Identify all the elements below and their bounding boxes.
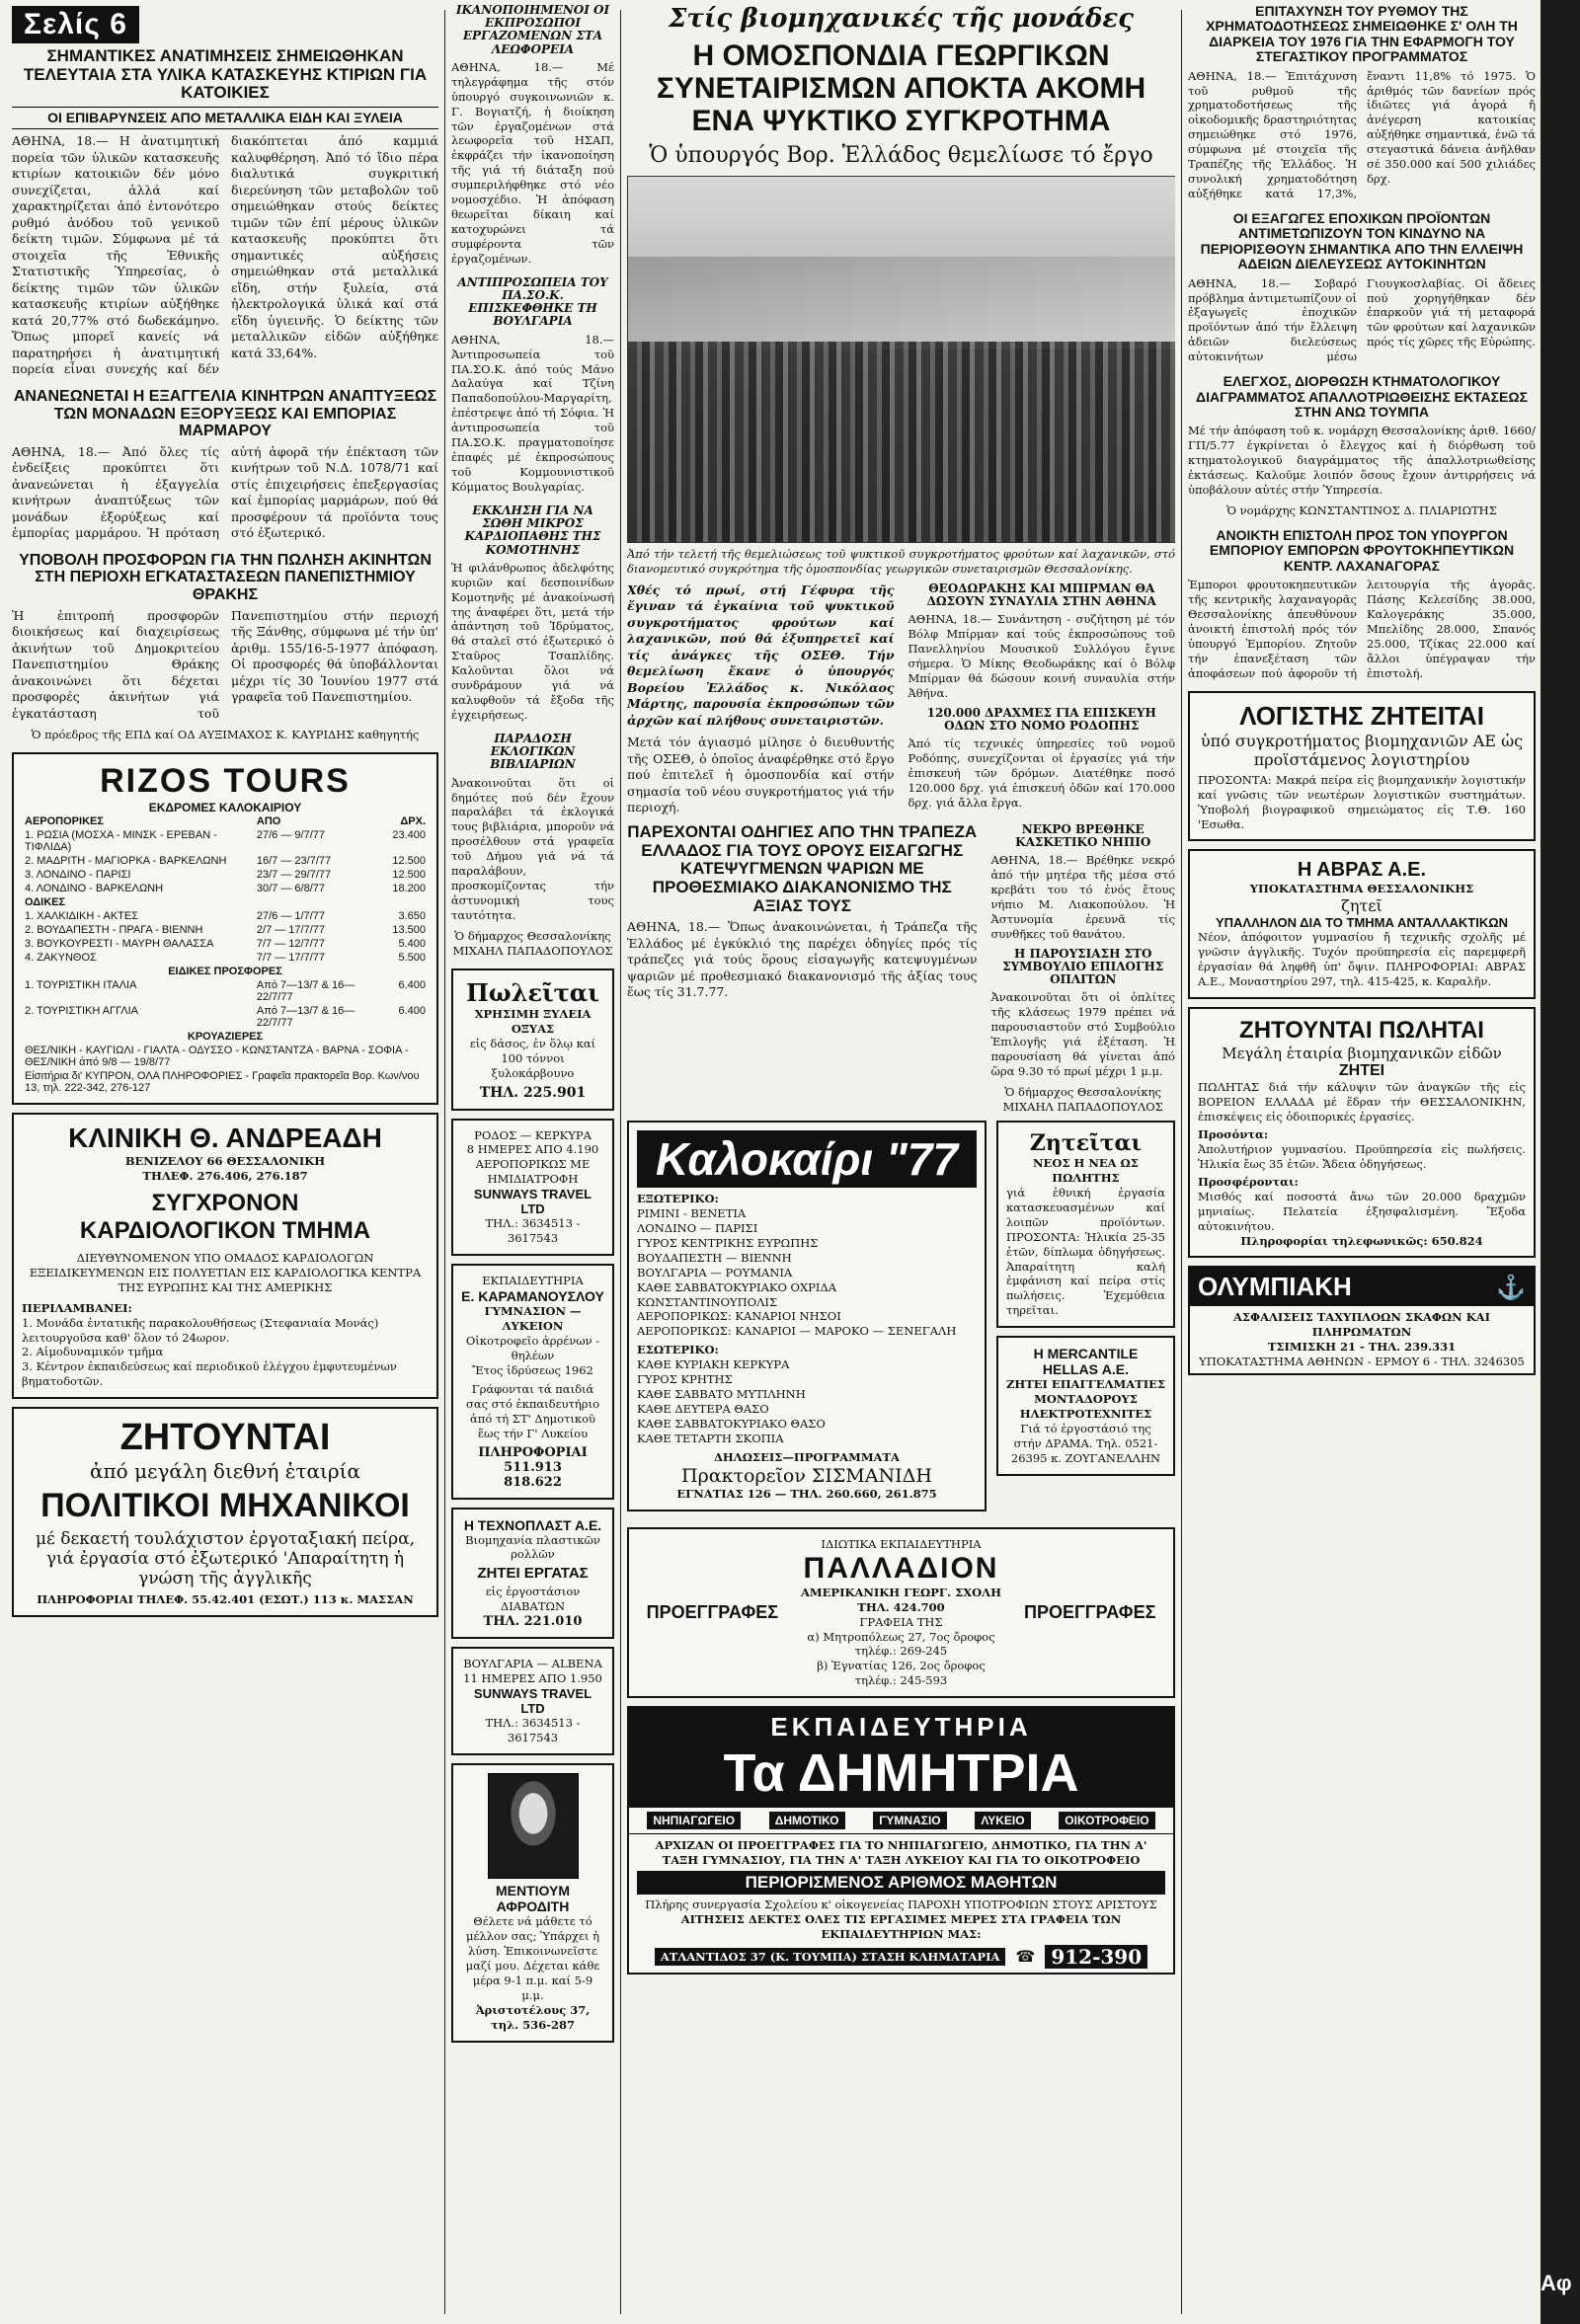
- destination-item: ΓΥΡΟΣ ΚΡΗΤΗΣ: [637, 1372, 733, 1387]
- ad-line: ΡΟΔΟΣ — ΚΕΡΚΥΡΑ: [474, 1127, 592, 1142]
- wanted-by: ἀπό μεγάλη διεθνή ἑταιρία: [90, 1459, 360, 1484]
- ad-title: Ζητεῖται: [1029, 1129, 1143, 1156]
- ship-icon: ⚓: [1496, 1273, 1526, 1301]
- signature: Ὁ πρόεδρος τῆς ΕΠΔ καί ΟΔ ΑΥΞΙΜΑΧΟΣ Κ. ΚΑΥΡΙΔΗΣ καθηγητής: [31, 728, 420, 742]
- section-label: ΕΞΩΤΕΡΙΚΟ:: [637, 1191, 719, 1205]
- ad-address: ΕΓΝΑΤΙΑΣ 126 — ΤΗΛ. 260.660, 261.875: [676, 1486, 937, 1501]
- column-3: [627, 0, 1175, 2324]
- ad-salesmen: [1188, 1007, 1536, 1258]
- ad-name: Η ΤΕΧΝΟΠΛΑΣΤ Α.Ε.: [463, 1516, 602, 1533]
- ad-name: ΜΕΝΤΙΟΥΜ ΑΦΡΟΔΙΤΗ: [495, 1883, 571, 1914]
- article-seasonal-exports: [1188, 211, 1536, 364]
- headline: ΑΝΤΙΠΡΟΣΩΠΕΙΑ ΤΟΥ ΠΑ.ΣΟ.Κ. ΕΠΙΣΚΕΦΘΗΚΕ ΤΗ ΒΟΥΛΓΑΡΙΑ: [457, 274, 608, 329]
- ad-name: ΟΛΥΜΠΙΑΚΗ: [1198, 1272, 1352, 1302]
- tour-row: [22, 1004, 429, 1030]
- section-air: ΑΕΡΟΠΟΡΙΚΕΣ: [25, 814, 104, 827]
- tour-row: [22, 828, 429, 854]
- level-tab: ΛΥΚΕΙΟ: [975, 1812, 1030, 1829]
- wanted-info: ΠΛΗΡΟΦΟΡΙΑΙ ΤΗΛΕΦ. 55.42.401 (ΕΣΩΤ.) 113 κ. ΜΑΣΣΑΝ: [37, 1592, 414, 1607]
- tour-name: 2. ΒΟΥΔΑΠΕΣΤΗ - ΠΡΑΓΑ - ΒΙΕΝΝΗ: [25, 923, 203, 936]
- ad-sunways-rhodes: [451, 1119, 614, 1257]
- tour-row: [22, 868, 429, 882]
- tour-name: 2. ΜΑΔΡΙΤΗ - ΜΑΓΙΟΡΚΑ - ΒΑΡΚΕΛΩΝΗ: [25, 854, 227, 867]
- headline: ΟΙ ΕΞΑΓΩΓΕΣ ΕΠΟΧΙΚΩΝ ΠΡΟΪΟΝΤΩΝ ΑΝΤΙΜΕΤΩΠΙΖΟΥΝ ΤΟΝ ΚΙΝΔΥΝΟ ΝΑ ΠΕΡΙΟΡΙΣΘΟΥΝ ΣΗΜΑΝΤΙΚΑ ΑΠΟ ΤΗΝ ΕΛΛΕΙΨΗ ΑΔΕΙΩΝ ΔΙΕΛΕΥΣΕΩΣ ΑΥΤΟΚΙΝΗΤΩΝ: [1200, 210, 1524, 272]
- ad-name: Ε. ΚΑΡΑΜΑΝΟΥΣΛΟΥ: [461, 1288, 604, 1305]
- tour-date: 23/7 — 29/7/77: [256, 868, 332, 881]
- column-1: [12, 0, 438, 2324]
- destination-list: [637, 1357, 977, 1446]
- tour-date: 2/7 — 17/7/77: [256, 923, 325, 936]
- destination-item: ΚΩΝΣΤΑΝΤΙΝΟΥΠΟΛΙΣ: [637, 1294, 778, 1309]
- headline: ΠΑΡΕΧΟΝΤΑΙ ΟΔΗΓΙΕΣ ΑΠΟ ΤΗΝ ΤΡΑΠΕΖΑ ΕΛΛΑΔΟΣ ΓΙΑ ΤΟΥΣ ΟΡΟΥΣ ΕΙΣΑΓΩΓΗΣ ΚΑΤΕΨΥΓΜΕΝΩΝ ΨΑΡΙΩΝ ΜΕ ΠΡΟΘΕΣΜΙΑΚΟ ΔΙΑΚΑΝΟΝΙΣΜΟ ΤΗΣ ΑΞΙΑΣ ΤΟΥΣ: [627, 821, 978, 915]
- ad-line: ΖΗΤΕΙ: [1338, 1062, 1385, 1080]
- col-price: ΔΡΧ.: [400, 814, 426, 827]
- dimitria-body: [629, 1834, 1173, 1973]
- clinic-address: ΒΕΝΙΖΕΛΟΥ 66 ΘΕΣΣΑΛΟΝΙΚΗ: [124, 1153, 326, 1168]
- ad-accountant: [1188, 691, 1536, 842]
- article-appeal: [451, 504, 614, 723]
- ad-role: ΥΠΑΛΛΗΛΟΝ ΔΙΑ ΤΟ ΤΜΗΜΑ ΑΝΤΑΛΛΑΚΤΙΚΩΝ: [1215, 915, 1509, 931]
- headline: ΠΑΡΑΔΟΣΗ ΕΚΛΟΓΙΚΩΝ ΒΙΒΛΙΑΡΙΩΝ: [490, 732, 576, 772]
- ad-name: Η ΑΒΡΑΣ Α.Ε.: [1297, 859, 1427, 882]
- ad-address: β) Ἐγνατίας 126, 2ος ὄροφος τηλέφ.: 245-593: [817, 1659, 986, 1688]
- ad-body: γιά ἐθνική ἐργασία κατασκευασμένων καί λοιπῶν προϊόντων. ΠΡΟΣΟΝΤΑ: Ἡλικία 25-35 ἐτῶν, δίπλωμα ὁδηγήσεως. Ἀπαραίτητη καλή ἐμφάνιση καί πείρα στίς πωλήσεις. Ἐχεμύθεια τηρεῖται.: [1005, 1185, 1165, 1318]
- lead-paragraph: Χθές τό πρωί, στή Γέφυρα τῆς ἔγιναν τά ἐγκαίνια τοῦ ψυκτικοῦ συγκροτήματος φρούτων καί λαχανικῶν, πού θά ἐξυπηρετεῖ καί τίς ἀνάγκες τῆς ΟΣΕΘ. Τήν θεμελίωση ἔκανε ὁ ὑπουργός Βορείου Ἑλλάδος κ. Νικόλαος Μάρτης, παρουσία ἐκπροσώπων τῶν ἀρχῶν καί πλήθους συνεταιριστῶν.: [627, 581, 895, 728]
- ad-technoplast: [451, 1508, 614, 1640]
- tour-name: 1. ΡΩΣΙΑ (ΜΟΣΧΑ - ΜΙΝΣΚ - ΕΡΕΒΑΝ - ΤΙΦΛΙΔΑ): [25, 828, 217, 853]
- tour-name: 2. ΤΟΥΡΙΣΤΙΚΗ ΑΓΓΛΙΑ: [25, 1004, 138, 1017]
- level-tab: ΔΗΜΟΤΙΚΟ: [769, 1812, 845, 1829]
- destination-item: ΛΟΝΔΙΝΟ — ΠΑΡΙΣΙ: [637, 1220, 758, 1235]
- ad-line: ΙΔΙΩΤΙΚΑ ΕΚΠΑΙΔΕΥΤΗΡΙΑ: [821, 1536, 982, 1551]
- palladion-center: [796, 1537, 1007, 1689]
- ad-palladion: [627, 1527, 1175, 1699]
- column-divider: [444, 10, 445, 2314]
- ad-line: ΤΣΙΜΙΣΚΗ 21 - ΤΗΛ. 239.331: [1267, 1340, 1457, 1355]
- tour-price: 6.400: [398, 1004, 426, 1017]
- section-label: ΕΣΩΤΕΡΙΚΟ:: [637, 1343, 719, 1357]
- article-body: ΑΘΗΝΑ, 18.— Ἐπιτάχυνση τοῦ ρυθμοῦ τῆς χρηματοδοτήσεως τῆς οἰκοδομικῆς δραστηριότητας σημειώθηκε στό 1976, σύμφωνα μέ στοιχεῖα τῆς Τραπέζης τῆς Ἑλλάδος. Ἡ συνολική χρηματοδότηση αὐξήθηκε κατά 17,3%, ἔναντι 11,8% τό 1975. Ὁ ἀριθμός τῶν δανείων πρός ἰδιῶτες γιά ἀγορά ἤ ἀνέγερση κατοικίας αὐξήθηκε σημαντικά, ἐνῶ τά στεγαστικά δάνεια ἀνῆλθαν σέ 350.000 καί 500 χιλιάδες δρχ.: [1188, 68, 1536, 201]
- section-special: ΕΙΔΙΚΕΣ ΠΡΟΣΦΟΡΕΣ: [168, 965, 282, 977]
- ad-name: ΠΑΛΛΑΔΙΟΝ: [803, 1551, 999, 1585]
- headline: ΝΕΚΡΟ ΒΡΕΘΗΚΕ ΚΑΣΚΕΤΙΚΟ ΝΗΠΙΟ: [1015, 821, 1151, 850]
- column-divider: [620, 10, 621, 2314]
- tour-table: [22, 814, 429, 1095]
- preregistration-right: ΠΡΟΕΓΓΡΑΦΕΣ: [1023, 1602, 1156, 1623]
- article-body: Ἡ ἐπιτροπή προσφορῶν διοικήσεως καί διαχειρίσεως ἀκινήτων τοῦ Δημοκριτείου Πανεπιστημίου Θράκης ἀνακοινώνει ὅτι δέχεται προσφορές ἀκινήτων γιά ἐγκατάσταση τοῦ Πανεπιστημίου στήν περιοχή τῆς Ξάνθης, σύμφωνα μέ τήν ὑπ' ἀριθμ. 155/16-5-1977 ἀπόφαση. Οἱ προσφορές θά ὑποβάλλονται μέχρι τίς 30 Ἰουνίου 1977 στά γραφεῖα τοῦ Πανεπιστημίου.: [12, 607, 438, 721]
- ad-line: ΧΡΗΣΙΜΗ ΞΥΛΕΙΑ ΟΞΥΑΣ: [474, 1006, 592, 1036]
- ad-line: ΓΥΜΝΑΣΙΟΝ — ΛΥΚΕΙΟΝ: [484, 1304, 582, 1333]
- tour-price: 13.500: [392, 923, 426, 936]
- destination-item: ΑΕΡΟΠΟΡΙΚΩΣ: ΚΑΝΑΡΙΟΙ ΝΗΣΟΙ: [637, 1309, 841, 1324]
- section-cruise: ΚΡΟΥΑΖΙΕΡΕΣ: [187, 1030, 264, 1043]
- ad-line: ΕΚΠΑΙΔΕΥΤΗΡΙΑ: [770, 1712, 1032, 1743]
- destination-item: ΚΑΘΕ ΤΕΤΑΡΤΗ ΣΚΟΠΙΑ: [637, 1431, 784, 1445]
- ad-phone: ΤΗΛ. 424.700: [857, 1599, 945, 1614]
- ad-phone: 818.622: [504, 1474, 562, 1490]
- page-edge: [1540, 0, 1580, 2324]
- column-4: [1188, 0, 1536, 2324]
- article-marble: [12, 388, 438, 542]
- destination-item: ΚΑΘΕ ΔΕΥΤΕΡΑ ΘΑΣΟ: [637, 1402, 769, 1417]
- headline: Η ΟΜΟΣΠΟΝΔΙΑ ΓΕΩΡΓΙΚΩΝ ΣΥΝΕΤΑΙΡΙΣΜΩΝ ΑΠΟΚΤΑ ΑΚΟΜΗ ΕΝΑ ΨΥΚΤΙΚΟ ΣΥΓΚΡΟΤΗΜΑ: [656, 39, 1146, 137]
- article-body: ΑΘΗΝΑ, 18.— Ἀπό ὅλες τίς ἐνδείξεις προκύπτει ὅτι ἀνανεώνεται ἡ ἐξαγγελία κινήτρων ἀναπτύξεως τῶν μονάδων ἐξορύξεως καί ἐμπορίας μαρμάρου. Ἡ πρόταση αὐτή ἀφορᾶ τήν ἐπέκταση τῶν κινήτρων τοῦ Ν.Δ. 1078/71 καί στίς ἐπιχειρήσεις ἐπεξεργασίας καί ἐμπορίας μαρμάρων, πού θά προσφέρουν τά προϊόντα τους στό ἐξωτερικό.: [12, 443, 438, 541]
- article-body: ΑΘΗΝΑ, 18.— Σοβαρό πρόβλημα ἀντιμετωπίζουν οἱ ἐξαγωγεῖς ἐποχικῶν προϊόντων ἀπό τήν ἔλλειψη ἀδειῶν διελεύσεως αὐτοκινήτων μέσω Γιουγκοσλαβίας. Οἱ ἄδειες πού χορηγήθηκαν δέν ἐπαρκοῦν γιά τή μεταφορά τῶν φρούτων καί λαχανικῶν πρός τίς χῶρες τῆς Εὐρώπης.: [1188, 275, 1536, 364]
- ad-title: Πωλεῖται: [466, 977, 599, 1007]
- rizos-info: Εἰσιτήρια δι' ΚΥΠΡΟΝ, ΟΛΑ ΠΛΗΡΟΦΟΡΙΕΣ - Γραφεῖα πρακτορεῖα Βορ. Κων/νου 13, τηλ. 222-342, 276-127: [25, 1069, 420, 1094]
- ad-line: Γιά τό ἐργοστάσιό της στήν ΔΡΑΜΑ. Τηλ. 0521-26395 κ. ΖΟΥΓΑΝΕΛΛΗΝ: [1010, 1422, 1161, 1465]
- headline: ΣΗΜΑΝΤΙΚΕΣ ΑΝΑΤΙΜΗΣΕΙΣ ΣΗΜΕΙΩΘΗΚΑΝ ΤΕΛΕΥΤΑΙΑ ΣΤΑ ΥΛΙΚΑ ΚΑΤΑΣΚΕΥΗΣ ΚΤΙΡΙΩΝ ΓΙΑ ΚΑΤΟΙΚΙΕΣ: [23, 46, 428, 103]
- tour-name: 4. ΛΟΝΔΙΝΟ - ΒΑΡΚΕΛΩΝΗ: [25, 882, 164, 894]
- ad-civil-engineers: [12, 1407, 438, 1617]
- ad-address: Ἀριστοτέλους 37, τηλ. 536-287: [475, 2002, 591, 2032]
- article-fish-import: [627, 819, 977, 1121]
- level-tab: ΓΥΜΝΑΣΙΟ: [873, 1812, 946, 1829]
- subheadline: ΟΙ ΕΠΙΒΑΡΥΝΣΕΙΣ ΑΠΟ ΜΕΤΑΛΛΙΚΑ ΕΙΔΗ ΚΑΙ ΞΥΛΕΙΑ: [12, 107, 438, 129]
- ad-body: ΠΩΛΗΤΑΣ διά τήν κάλυψιν τῶν ἀναγκῶν τῆς εἰς ΒΟΡΕΙΟΝ ΕΛΛΑΔΑ μέ ἕδραν τήν ΘΕΣΣΑΛΟΝΙΚΗΝ, ἐπισκέψεις εἰς ὁδοιπορικές ἐργασίες.: [1198, 1080, 1526, 1124]
- destination-item: ΚΑΘΕ ΣΑΒΒΑΤΟΚΥΡΙΑΚΟ ΟΧΡΙΔΑ: [637, 1279, 837, 1294]
- wanted-title: ΖΗΤΟΥΝΤΑΙ: [119, 1417, 331, 1459]
- ad-medium-afroditi: [451, 1763, 614, 2043]
- photo-crowd: [628, 342, 1175, 543]
- tour-name: 3. ΛΟΝΔΙΝΟ - ΠΑΡΙΣΙ: [25, 868, 131, 881]
- ad-phone: 912-390: [1045, 1945, 1147, 1969]
- article-building-materials: [12, 47, 438, 378]
- ad-phone: ΤΗΛ.: 3634513 - 3617543: [485, 1716, 581, 1745]
- destination-item: ΚΑΘΕ ΚΥΡΙΑΚΗ ΚΕΡΚΥΡΑ: [637, 1357, 790, 1372]
- photo-caption: Ἀπό τήν τελετή τῆς θεμελιώσεως τοῦ ψυκτικοῦ συγκροτήματος φρούτων καί λαχανικῶν, στό διανομευτικό συγκρότημα τῆς ὁμοσπονδίας γεωργικῶν συνεταιρισμῶν Θεσσαλονίκης.: [627, 547, 1175, 576]
- tour-row: [22, 854, 429, 868]
- tour-price: 6.400: [398, 978, 426, 991]
- ad-line: ΑΡΧΙΖΑΝ ΟΙ ΠΡΟΕΓΓΡΑΦΕΣ ΓΙΑ ΤΟ ΝΗΠΙΑΓΩΓΕΙΟ, ΔΗΜΟΤΙΚΟ, ΓΙΑ ΤΗΝ Α' ΤΑΞΗ ΓΥΜΝΑΣΙΟΥ, ΓΙΑ ΤΗΝ Α' ΤΑΞΗ ΛΥΚΕΙΟΥ ΚΑΙ ΓΙΑ ΤΟ ΟΙΚΟΤΡΟΦΕΙΟ: [655, 1838, 1147, 1868]
- tour-price: 3.650: [398, 909, 426, 922]
- ad-address: α) Μητροπόλεως 27, 7ος ὄροφος τηλέφ.: 269-245: [807, 1629, 995, 1659]
- ad-mercantile: [996, 1336, 1175, 1476]
- article-bus-workers: [451, 4, 614, 267]
- deck: Ὁ ὑπουργός Βορ. Ἑλλάδος θεμελίωσε τό ἔργο: [649, 143, 1153, 168]
- ad-subtitle: ΕΚΔΡΟΜΕΣ ΚΑΛΟΚΑΙΡΙΟΥ: [148, 800, 302, 814]
- ad-title: Καλοκαίρι "77: [637, 1130, 977, 1188]
- headline: 120.000 ΔΡΑΧΜΕΣ ΓΙΑ ΕΠΙΣΚΕΥΗ ΟΔΩΝ ΣΤΟ ΝΟΜΟ ΡΟΔΟΠΗΣ: [926, 705, 1156, 734]
- ad-line: Μεγάλη ἑταιρία βιομηχανικῶν εἰδῶν: [1222, 1045, 1502, 1063]
- article-cadastral: [1188, 374, 1536, 518]
- ad-line: Πλήρης συνεργασία Σχολείου κ' οἰκογενείας ΠΑΡΟΧΗ ΥΠΟΤΡΟΦΙΩΝ ΣΤΟΥΣ ΑΡΙΣΤΟΥΣ: [645, 1898, 1157, 1912]
- ad-line: 11 ΗΜΕΡΕΣ ΑΠΟ 1.950: [463, 1671, 602, 1686]
- ad-line: ΥΠΟΚΑΤΑΣΤΗΜΑ ΑΘΗΝΩΝ - ΕΡΜΟΥ 6 - ΤΗΛ. 3246305: [1199, 1355, 1525, 1369]
- level-tab: ΝΗΠΙΑΓΩΓΕΙΟ: [647, 1812, 741, 1829]
- tour-name: 1. ΤΟΥΡΙΣΤΙΚΗ ΙΤΑΛΙΑ: [25, 978, 137, 991]
- article-body: Ἀνακοινοῦται ὅτι οἱ δημότες πού δέν ἔχουν παραλάβει τά ἐκλογικά τους βιβλιάρια, μποροῦν νά προσέλθουν στά γραφεῖα τοῦ Δήμου γιά νά τά παραλάβουν, προσκομίζοντας τήν ἀστυνομική τους ταυτότητα.: [451, 775, 614, 922]
- tour-price: 12.500: [392, 854, 426, 867]
- ad-line: εἰς ἐργοστάσιον ΔΙΑΒΑΤΩΝ: [485, 1585, 581, 1614]
- ad-line: ΑΙΤΗΣΕΙΣ ΔΕΚΤΕΣ ΟΛΕΣ ΤΙΣ ΕΡΓΑΣΙΜΕΣ ΜΕΡΕΣ ΣΤΑ ΓΡΑΦΕΙΑ ΤΩΝ ΕΚΠΑΙΔΕΥΤΗΡΙΩΝ ΜΑΣ:: [680, 1912, 1122, 1942]
- headline: ΑΝΟΙΚΤΗ ΕΠΙΣΤΟΛΗ ΠΡΟΣ ΤΟΝ ΥΠΟΥΡΓΟΝ ΕΜΠΟΡΙΟΥ ΕΜΠΟΡΩΝ ΦΡΟΥΤΟΚΗΠΕΥΤΙΚΩΝ ΚΕΝΤΡ. ΛΑΧΑΝΑΓΟΡΑΣ: [1209, 526, 1515, 574]
- tour-row: [22, 978, 429, 1004]
- clinic-modern: ΣΥΓΧΡΟΝΟΝ: [151, 1189, 299, 1216]
- ad-body: Θέλετε νά μάθετε τό μέλλον σας; Ὑπάρχει ἡ λύση. Ἐπικοινωνεῖστε μαζί μου. Δέχεται κάθε μέρα 9-1 π.μ. καί 5-9 μ.μ.: [465, 1914, 600, 2002]
- destination-item: ΒΟΥΛΓΑΡΙΑ — ΡΟΥΜΑΝΙΑ: [637, 1265, 793, 1279]
- headline: ΕΚΚΛΗΣΗ ΓΙΑ ΝΑ ΣΩΘΗ ΜΙΚΡΟΣ ΚΑΡΔΙΟΠΑΘΗΣ ΤΗΣ ΚΟΜΟΤΗΝΗΣ: [464, 503, 601, 557]
- ad-clinic: [12, 1113, 438, 1399]
- olympiaki-body: [1190, 1306, 1534, 1373]
- ad-kalokairi-77: [627, 1121, 987, 1511]
- ad-rizos-tours: [12, 752, 438, 1105]
- clinic-item: 1. Μονάδα ἐντατικῆς παρακολουθήσεως (Στεφανιαία Μονάς) λειτουργοῦσα καθ' ὅλον τό 24ωρον.: [22, 1315, 379, 1345]
- photo-hillside: [628, 257, 1175, 349]
- ad-subtitle: ΝΕΟΣ Η ΝΕΑ ΩΣ ΠΩΛΗΤΗΣ: [1033, 1155, 1139, 1185]
- signature: Ὁ νομάρχης ΚΩΝΣΤΑΝΤΙΝΟΣ Δ. ΠΛΙΑΡΙΩΤΗΣ: [1226, 504, 1497, 518]
- tour-price: 5.400: [398, 937, 426, 950]
- ad-line: Γράφονται τά παιδιά σας στό ἐκπαιδευτήριο ἀπό τή ΣΤ' Δημοτικοῦ ἕως τήν Γ' Λυκείου: [465, 1381, 599, 1440]
- article-pasok-bulgaria: [451, 276, 614, 495]
- destination-item: ΚΑΘΕ ΣΑΒΒΑΤΟΚΥΡΙΑΚΟ ΘΑΣΟ: [637, 1417, 826, 1432]
- ad-line: ΓΡΑΦΕΙΑ ΤΗΣ: [859, 1614, 943, 1629]
- article-open-letter: [1188, 528, 1536, 681]
- ad-line: ΥΠΟΚΑΤΑΣΤΗΜΑ ΘΕΣΣΑΛΟΝΙΚΗΣ: [1249, 882, 1474, 896]
- ad-line: Βιομηχανία πλαστικῶν ρολλῶν: [465, 1532, 600, 1562]
- ad-line: ΖΗΤΕΙ ΕΠΑΓΓΕΛΜΑΤΙΕΣ ΜΟΝΤΑΔΟΡΟΥΣ ΗΛΕΚΤΡΟΤΕΧΝΙΤΕΣ: [1005, 1377, 1165, 1422]
- ad-phone: ΤΗΛ. 221.010: [483, 1614, 583, 1630]
- olympiaki-banner: [1190, 1268, 1534, 1306]
- clinic-body: ΔΙΕΥΘΥΝΟΜΕΝΟΝ ΥΠΟ ΟΜΑΔΟΣ ΚΑΡΔΙΟΛΟΓΩΝ ΕΞΕΙΔΙΚΕΥΜΕΝΩΝ ΕΙΣ ΠΟΛΥΕΤΙΑΝ ΕΙΣ ΚΑΡΔΙΟΛΟΓΙΚΑ ΚΕΝΤΡΑ ΤΗΣ ΕΥΡΩΠΗΣ ΚΑΙ ΤΗΣ ΑΜΕΡΙΚΗΣ: [29, 1250, 422, 1294]
- ad-karamanouslou: [451, 1264, 614, 1499]
- ad-phone: ΤΗΛ. 225.901: [479, 1084, 587, 1101]
- clinic-dept: ΚΑΡΔΙΟΛΟΓΙΚΟΝ ΤΜΗΜΑ: [79, 1216, 371, 1244]
- page-label: [12, 6, 438, 43]
- ad-title: ΖΗΤΟΥΝΤΑΙ ΠΩΛΗΤΑΙ: [1239, 1017, 1484, 1045]
- headline: ΕΛΕΓΧΟΣ, ΔΙΟΡΘΩΣΗ ΚΤΗΜΑΤΟΛΟΓΙΚΟΥ ΔΙΑΓΡΑΜΜΑΤΟΣ ΑΠΑΛΛΟΤΡΙΩΘΕΙΣΗΣ ΕΚΤΑΣΕΩΣ ΣΤΗΝ ΑΝΩ ΤΟΥΜΠΑ: [1196, 373, 1528, 420]
- ceremony-photo: [627, 176, 1175, 543]
- wanted-body: μέ δεκαετή τουλάχιστον ἐργοταξιακή πείρα, γιά ἐργασία στό ἐξωτερικό 'Απαραίτητη ἡ γνώση τῆς ἀγγλικῆς: [35, 1529, 416, 1589]
- kicker: Στίς βιομηχανικές τῆς μονάδες: [668, 4, 1135, 34]
- edge-text: Αφ: [1540, 2271, 1572, 2295]
- tour-date: 7/7 — 12/7/77: [256, 937, 325, 950]
- ad-body: Νέον, ἀπόφοιτον γυμνασίου ἤ τεχνικῆς σχολῆς μέ γνῶσιν ἀγγλικῆς. Τυχόν προϋπηρεσία εἰς παρεμφερῆ ἐργασίαν θά ληφθῆ ὑπ' ὄψιν. ΠΛΗΡΟΦΟΡΙΑΙ: ΑΒΡΑΣ Α.Ε., Μοναστηρίου 297, τηλ. 415-425, κ. Καραλῆν.: [1198, 930, 1526, 989]
- lead-text: [627, 582, 1175, 819]
- ad-sunways-albena: [451, 1647, 614, 1755]
- destination-item: ΚΑΘΕ ΣΑΒΒΑΤΟ ΜΥΤΙΛΗΝΗ: [637, 1387, 806, 1402]
- ad-row: [627, 1121, 1175, 1519]
- ad-line: ΑΣΦΑΛΙΣΕΙΣ ΤΑΧΥΠΛΟΩΝ ΣΚΑΦΩΝ ΚΑΙ ΠΛΗΡΩΜΑΤΩΝ: [1233, 1310, 1490, 1340]
- destination-item: ΡΙΜΙΝΙ - ΒΕΝΕΤΙΑ: [637, 1205, 747, 1220]
- ad-phone: ΤΗΛ.: 3634513 - 3617543: [485, 1216, 581, 1246]
- clinic-title: ΚΛΙΝΙΚΗ Θ. ΑΝΔΡΕΑΔΗ: [68, 1122, 382, 1153]
- article-body: Ἡ φιλάνθρωπος ἀδελφότης κυριῶν καί δεσποινίδων Κομοτηνῆς μέ ἀνακοίνωσή της ἀναφέρει ὅτι, μετά τήν ἀπάντηση τοῦ Ἱδρύματος, θά σταλεῖ στό ἐξωτερικό ὁ Σταῦρος Τσαπλίδης. Καλοῦνται ὅλοι νά συνδράμουν γιά νά καλυφθοῦν τά ἔξοδα τῆς ἐγχειρήσεως.: [451, 560, 614, 723]
- clinic-item: 2. Αἱμοδυναμικόν τμῆμα: [22, 1345, 164, 1359]
- article-body: Ἀνακοινοῦται ὅτι οἱ ὁπλίτες τῆς κλάσεως 1979 πρέπει νά παρουσιαστοῦν στό Συμβούλιο Ἐπιλογῆς γιά ἐξέταση. Ἡ παρουσίαση θά γίνεται ἀπό ὥρα 9.30 τό πρωί μέχρι 1 μ.μ.: [990, 990, 1175, 1079]
- signature: Ὁ δήμαρχος Θεσσαλονίκης ΜΙΧΑΗΛ ΠΑΠΑΔΟΠΟΥΛΟΣ: [452, 928, 613, 958]
- article-body: Ἐμποροι φρουτοκηπευτικῶν τῆς κεντρικῆς λαχαναγορᾶς Θεσσαλονίκης ἀπευθύνουν ἀνοικτή ἐπιστολή πρός τόν ὑπουργό Ἐμπορίου. Ζητοῦν τήν ἐπανεξέταση τῶν ἀποφάσεων πού ἀφοροῦν τή λειτουργία τῆς ἀγορᾶς. Πάσης Κελεσίδης 38.000, Καλογεράκης 35.000, Μπελίδης 28.000, Σπανός 25.000, Τζίκας 22.000 καί ἄλλοι ὑπέγραψαν τήν ἐπιστολή.: [1188, 578, 1536, 680]
- ad-line: ΕΚΠΑΙΔΕΥΤΗΡΙΑ: [482, 1274, 584, 1288]
- tour-date: 30/7 — 6/8/77: [256, 882, 325, 894]
- ad-wood-for-sale: [451, 968, 614, 1111]
- ad-line: Ἔτος ἱδρύσεως 1962: [472, 1362, 593, 1377]
- clinic-phone: ΤΗΛΕΦ. 276.406, 276.187: [142, 1168, 308, 1183]
- ad-line: ζητεῖ: [1341, 896, 1382, 916]
- ad-line: ΒΟΥΛΓΑΡΙΑ — ALBENA: [463, 1657, 602, 1671]
- tour-row: [22, 951, 429, 965]
- article-body: ΑΘΗΝΑ, 18.— Βρέθηκε νεκρό ἀπό τήν μητέρα τῆς μέσα στό κρεβάτι του τό ἑνός ἔτους νήπιο Μ. Λιακοπούλου. Ἡ Ἀστυνομία ἐρευνᾶ τίς συνθῆκες τοῦ θανάτου.: [990, 853, 1175, 941]
- ad-body: Ἀπολυτήριον γυμνασίου. Προϋπηρεσία εἰς πωλήσεις. Ἡλικία ἔως 35 ἐτῶν. Ἄδεια ὁδηγήσεως.: [1198, 1141, 1526, 1171]
- tour-name: 4. ΖΑΚΥΝΘΟΣ: [25, 951, 97, 964]
- ad-avras: [1188, 849, 1536, 999]
- level-tab: ΟΙΚΟΤΡΟΦΕΙΟ: [1059, 1812, 1154, 1829]
- dimitria-header: [629, 1708, 1173, 1808]
- tour-price: 18.200: [392, 882, 426, 894]
- article-thrace-university: [12, 552, 438, 742]
- col-from: ΑΠΟ: [256, 814, 281, 827]
- tour-date: 27/6 — 1/7/77: [256, 909, 325, 922]
- headline: ΙΚΑΝΟΠΟΙΗΜΕΝΟΙ ΟΙ ΕΚΠΡΟΣΩΠΟΙ ΕΡΓΑΖΟΜΕΝΩΝ ΣΤΑ ΛΕΩΦΟΡΕΙΑ: [455, 3, 610, 56]
- article-body: Ἀπό τίς τεχνικές ὑπηρεσίες τοῦ νομοῦ Ροδόπης, συνεχίζονται οἱ ἐργασίες γιά τήν ἐπισκευή τῶν δρόμων. Διατέθηκε ποσό 120.000 δρχ. γιά ἐπισκευή ὁδῶν καί 170.000 δρχ. γιά ἄλλα ἔργα.: [908, 736, 1175, 810]
- article-body: ΑΘΗΝΑ, 18.— Μέ τηλεγράφημα τῆς στόν ὑπουργό συγκοινωνιῶν κ. Γ. Βογιατζή, ἡ διοίκηση τῶν ἐργαζομένων στά λεωφορεῖα τοῦ ΗΣΑΠ, ἐκφράζει τήν ἱκανοποίηση τῆς γιά τή διάταξη πού συμπεριλήφθηκε στό νέο νομοσχέδιο. Ἡ ἀπόφαση θεωρεῖται δίκαιη καί κατοχυρώνει τά συμφέροντα τῶν ἐργαζομένων.: [451, 59, 614, 266]
- tour-date: Από 7—13/7 & 16—22/7/77: [256, 978, 356, 1003]
- destination-item: ΑΕΡΟΠΟΡΙΚΩΣ: ΚΑΝΑΡΙΟΙ — ΜΑΡΟΚΟ — ΣΕΝΕΓΑΛΗ: [637, 1324, 957, 1339]
- tour-row: [22, 937, 429, 951]
- ad-title: RIZOS TOURS: [100, 761, 351, 800]
- ad-phone: Πληροφορίαι τηλεφωνικῶς: 650.824: [1240, 1233, 1483, 1248]
- ad-stack: [996, 1121, 1175, 1519]
- headline: ΑΝΑΝΕΩΝΕΤΑΙ Η ΕΞΑΓΓΕΛΙΑ ΚΙΝΗΤΡΩΝ ΑΝΑΠΤΥΞΕΩΣ ΤΩΝ ΜΟΝΑΔΩΝ ΕΞΟΡΥΞΕΩΣ ΚΑΙ ΕΜΠΟΡΙΑΣ ΜΑΡΜΑΡΟΥ: [13, 387, 437, 440]
- article-voting-books: [451, 733, 614, 959]
- ad-line: ΠΕΡΙΟΡΙΣΜΕΝΟΣ ΑΡΙΘΜΟΣ ΜΑΘΗΤΩΝ: [637, 1871, 1165, 1895]
- tour-row: [22, 882, 429, 895]
- page-number-slug: Σελίς 6: [12, 6, 139, 43]
- clinic-includes: ΠΕΡΙΛΑΜΒΑΝΕΙ:: [22, 1300, 132, 1315]
- ad-line: Οἰκοτροφεῖο ἀρρένων - θηλέων: [465, 1333, 600, 1362]
- portrait-image: [488, 1773, 579, 1879]
- article-body: Μετά τόν ἁγιασμό μίλησε ὁ διευθυντής τῆς ΟΣΕΘ, ὁ ὁποῖος ἀναφέρθηκε στό ἔργο πού ἐπιτελεῖ ἡ ὁμοσπονδία καί στήν σημασία τοῦ νέου συγκροτήματος γιά τήν περιοχή.: [627, 735, 895, 815]
- tour-date: 27/6 — 9/7/77: [256, 828, 325, 841]
- ad-name: Τα ΔΗΜΗΤΡΙΑ: [723, 1743, 1079, 1804]
- ad-label: Προσόντα:: [1198, 1126, 1269, 1141]
- ad-line: εἰς δάσος, ἐν ὅλῳ καί 100 τόννοι ξυλοκάρβουνο: [469, 1036, 596, 1080]
- ad-address: ΑΤΛΑΝΤΙΔΟΣ 37 (Κ. ΤΟΥΜΠΑ) ΣΤΑΣΗ ΚΛΗΜΑΤΑΡΙΑ: [655, 1948, 1006, 1967]
- destination-list: [637, 1206, 977, 1339]
- lead-story: [627, 4, 1175, 819]
- tour-price: 5.500: [398, 951, 426, 964]
- headline: ΥΠΟΒΟΛΗ ΠΡΟΣΦΟΡΩΝ ΓΙΑ ΤΗΝ ΠΩΛΗΣΗ ΑΚΙΝΗΤΩΝ ΣΤΗ ΠΕΡΙΟΧΗ ΕΓΚΑΤΑΣΤΑΣΕΩΝ ΠΑΝΕΠΙΣΤΗΜΙΟΥ ΘΡΑΚΗΣ: [19, 551, 432, 603]
- wanted-role: ΠΟΛΙΤΙΚΟΙ ΜΗΧΑΝΙΚΟΙ: [40, 1487, 410, 1525]
- article-body: Μέ τήν ἀπόφαση τοῦ κ. νομάρχη Θεσσαλονίκης ἀριθ. 1660/ΓΠ/5.77 ἐγκρίνεται ὁ ἔλεγχος καί ἡ διόρθωση τοῦ κτηματολογικοῦ διαγράμματος τῆς ἀπαλλοτριωθείσης ἐκτάσεως. Καλοῦμε λοιπόν ὅσους ἔχουν ἀντιρρήσεις νά ὑποβάλουν αὐτές στήν Ὑπηρεσία.: [1188, 424, 1536, 498]
- tour-price: 12.500: [392, 868, 426, 881]
- ad-name: SUNWAYS TRAVEL LTD: [473, 1686, 592, 1717]
- column-2: [451, 0, 614, 2324]
- ad-name: SUNWAYS TRAVEL LTD: [473, 1187, 592, 1217]
- ad-name: Η MERCANTILE HELLAS Α.Ε.: [1033, 1346, 1139, 1378]
- article-body: ΑΘΗΝΑ, 18.— Ἀντιπροσωπεία τοῦ ΠΑ.ΣΟ.Κ. ἀπό τούς Μάνο Δαλαύγα καί Τζίνη Παπαδοπούλου-Μαργαρίτη, ἐπέστρεψε ἀπό τή Σόφια. Ἡ ἀντιπροσωπεία τοῦ ΠΑ.ΣΟ.Κ. πραγματοποίησε ἐπαφές μέ ἐκπροσώπους τοῦ Κομμουνιστικοῦ Κόμματος Βουλγαρίας.: [451, 332, 614, 494]
- section-road: ΟΔΙΚΕΣ: [25, 895, 66, 908]
- tour-name: 3. ΒΟΥΚΟΥΡΕΣΤΙ - ΜΑΥΡΗ ΘΑΛΑΣΣΑ: [25, 937, 214, 950]
- ad-title: ΛΟΓΙΣΤΗΣ ΖΗΤΕΙΤΑΙ: [1239, 700, 1484, 731]
- headline: Η ΠΑΡΟΥΣΙΑΣΗ ΣΤΟ ΣΥΜΒΟΥΛΙΟ ΕΠΙΛΟΓΗΣ ΟΠΛΙΤΩΝ: [1002, 946, 1164, 987]
- tour-date: 7/7 — 17/7/77: [256, 951, 325, 964]
- ad-line: ΖΗΤΕΙ ΕΡΓΑΤΑΣ: [477, 1565, 589, 1583]
- ad-agency: Πρακτορεῖον ΣΙΣΜΑΝΙΔΗ: [681, 1464, 932, 1487]
- preregistration-left: ΠΡΟΕΓΓΡΑΦΕΣ: [646, 1602, 779, 1623]
- ad-dimitria: [627, 1706, 1175, 1975]
- side-articles: [990, 819, 1175, 1121]
- ad-line: ὑπό συγκροτήματος βιομηχανιῶν ΑΕ ὡς προϊστάμενος λογιστηρίου: [1200, 731, 1524, 769]
- column-divider: [1181, 10, 1182, 2314]
- ad-phone: ΠΛΗΡΟΦΟΡΙΑΙ 511.913: [478, 1444, 588, 1475]
- ad-olympiaki: [1188, 1266, 1536, 1375]
- article-housing-finance: [1188, 4, 1536, 201]
- article-body: ΑΘΗΝΑ, 18.— Η ἀνατιμητική πορεία τῶν ὑλικῶν κατασκευῆς κτιρίων κατοικιῶν δέν μόνο συνεχίζεται, ἀλλά καί χαρακτηρίζεται ἀπό ἐντονότερο ρυθμό ἀνόδου τοῦ γενικοῦ δείκτη τιμῶν. Σύμφωνα μέ τά στοιχεῖα τῆς Ἐθνικῆς Στατιστικῆς Ὑπηρεσίας, ὁ δείκτης τιμῶν τῶν ὑλικῶν κατασκευῆς κτιρίων αὐξήθηκε κατά 20,77% στό δωδεκάμηνο. Ὅπως μπορεῖ κανείς νά παρατηρήσει ἡ ἀνατιμητική πορεία εἶναι συνεχής καί δέν διακόπτεται ἀπό καμμιά καλυφθέρηση. Ἀπό τό ἴδιο πέρα διαλυτικά συγκριτική διερεύνηση τῶν μεταβολῶν τοῦ σημειώθηκαν στούς δείκτες τιμῶν τῶν ἐπί μέρους ὑλικῶν κατασκευῆς προκύπτει ὅτι σημαντικές αὐξήσεις σημειώθηκαν στά μεταλλικά εἴδη, στήν ξυλεία, στά ἠλεκτρολογικά ὑλικά καί στά εἴδη ὑγιεινῆς. Ὁ δείκτης τῶν μεταλλικῶν εἰδῶν αὐξήθηκε κατά 33,64%.: [12, 133, 438, 377]
- ad-salesperson: [996, 1121, 1175, 1328]
- headline: ΘΕΟΔΩΡΑΚΗΣ ΚΑΙ ΜΠΙΡΜΑΝ ΘΑ ΔΩΣΟΥΝ ΣΥΝΑΥΛΙΑ ΣΤΗΝ ΑΘΗΝΑ: [926, 581, 1156, 609]
- ad-line: ΑΕΡΟΠΟΡΙΚΩΣ ΜΕ ΗΜΙΔΙΑΤΡΟΦΗ: [475, 1157, 591, 1187]
- signature: Ὁ δήμαρχος Θεσσαλονίκης ΜΙΧΑΗΛ ΠΑΠΑΔΟΠΟΥΛΟΣ: [1002, 1085, 1163, 1115]
- ad-line: ΔΗΛΩΣΕΙΣ—ΠΡΟΓΡΑΜΜΑΤΑ: [713, 1449, 900, 1464]
- tour-name: 1. ΧΑΛΚΙΔΙΚΗ - ΑΚΤΕΣ: [25, 909, 139, 922]
- headline: ΕΠΙΤΑΧΥΝΣΗ ΤΟΥ ΡΥΘΜΟΥ ΤΗΣ ΧΡΗΜΑΤΟΔΟΤΗΣΕΩΣ ΣΗΜΕΙΩΘΗΚΕ Σ' ΟΛΗ ΤΗ ΔΙΑΡΚΕΙΑ ΤΟΥ 1976 ΓΙΑ ΤΗΝ ΕΦΑΡΜΟΓΗ ΤΟΥ ΣΤΕΓΑΣΤΙΚΟΥ ΠΡΟΓΡΑΜΜΑΤΟΣ: [1206, 3, 1518, 65]
- article-body: ΑΘΗΝΑ, 18.— Συνάντηση - συζήτηση μέ τόν Βόλφ Μπίρμαν καί τούς ἐκπροσώπους τοῦ Πανελληνίου Μουσικοῦ Συλλόγου ἔγινε σήμερα. Ὁ Μίκης Θεοδωράκης καί ὁ Βόλφ Μπίρμαν θά δώσουν κοινή συναυλία στήν Ἀθήνα.: [908, 612, 1175, 700]
- ad-label: Προσφέρονται:: [1198, 1174, 1299, 1189]
- level-tabs: [629, 1808, 1173, 1834]
- tour-row: [22, 909, 429, 923]
- ad-line: 8 ΗΜΕΡΕΣ ΑΠΟ 4.190: [466, 1142, 599, 1157]
- ad-body: Μισθός καί ποσοστά ἄνω τῶν 20.000 δραχμῶν μηνιαίως. Πελατεία ἐξησφαλισμένη. Ἔξοδα αὐτοκινήτου.: [1198, 1189, 1526, 1233]
- cruise-text: ΘΕΣ/ΝΙΚΗ - ΚΑΥΓΙΩΛΙ - ΓΙΑΛΤΑ - ΟΔΥΣΣΟ - ΚΩΝΣΤΑΝΤΖΑ - ΒΑΡΝΑ - ΣΟΦΙΑ - ΘΕΣ/ΝΙΚΗ ἀπό 9/8 — 19/8/77: [25, 1044, 409, 1068]
- tour-price: 23.400: [392, 828, 426, 841]
- destination-item: ΒΟΥΔΑΠΕΣΤΗ — ΒΙΕΝΝΗ: [637, 1250, 792, 1265]
- phone-icon: ☎: [1015, 1947, 1036, 1967]
- clinic-item: 3. Κέντρον ἐκπαιδεύσεως καί περιοδικοῦ ἐλέγχου ἐμφυτευμένων βηματοδοτῶν.: [22, 1359, 397, 1389]
- dimitria-footer: [637, 1945, 1165, 1969]
- ad-line: ΑΜΕΡΙΚΑΝΙΚΗ ΓΕΩΡΓ. ΣΧΟΛΗ: [801, 1585, 1001, 1599]
- ad-body: ΠΡΟΣΟΝΤΑ: Μακρά πείρα εἰς βιομηχανικήν λογιστικήν καί γνῶσις τῶν νεωτέρων λογιστικῶν συστημάτων. Ὑποβολή βιογραφικοῦ σημειώματος εἰς Τ.Θ. 160 'Εσωθα.: [1198, 772, 1526, 831]
- tour-row: [22, 923, 429, 937]
- tour-date: Από 7—13/7 & 16—22/7/77: [256, 1004, 356, 1029]
- destination-item: ΓΥΡΟΣ ΚΕΝΤΡΙΚΗΣ ΕΥΡΩΠΗΣ: [637, 1235, 819, 1250]
- mid-section: [627, 819, 1175, 1121]
- article-body: ΑΘΗΝΑ, 18.— Ὅπως ἀνακοινώνεται, ἡ Τράπεζα τῆς Ἑλλάδος μέ ἐγκύκλιό της παρέχει ὁδηγίες πρός τίς τράπεζες γιά τούς ὅρους εἰσαγωγῆς κατεψυγμένων ψαριῶν μέ προθεσμιακό διακανονισμό τῆς ἀξίας τους ἕως τίς 31.7.77.: [627, 919, 978, 1000]
- tour-date: 16/7 — 23/7/77: [256, 854, 332, 867]
